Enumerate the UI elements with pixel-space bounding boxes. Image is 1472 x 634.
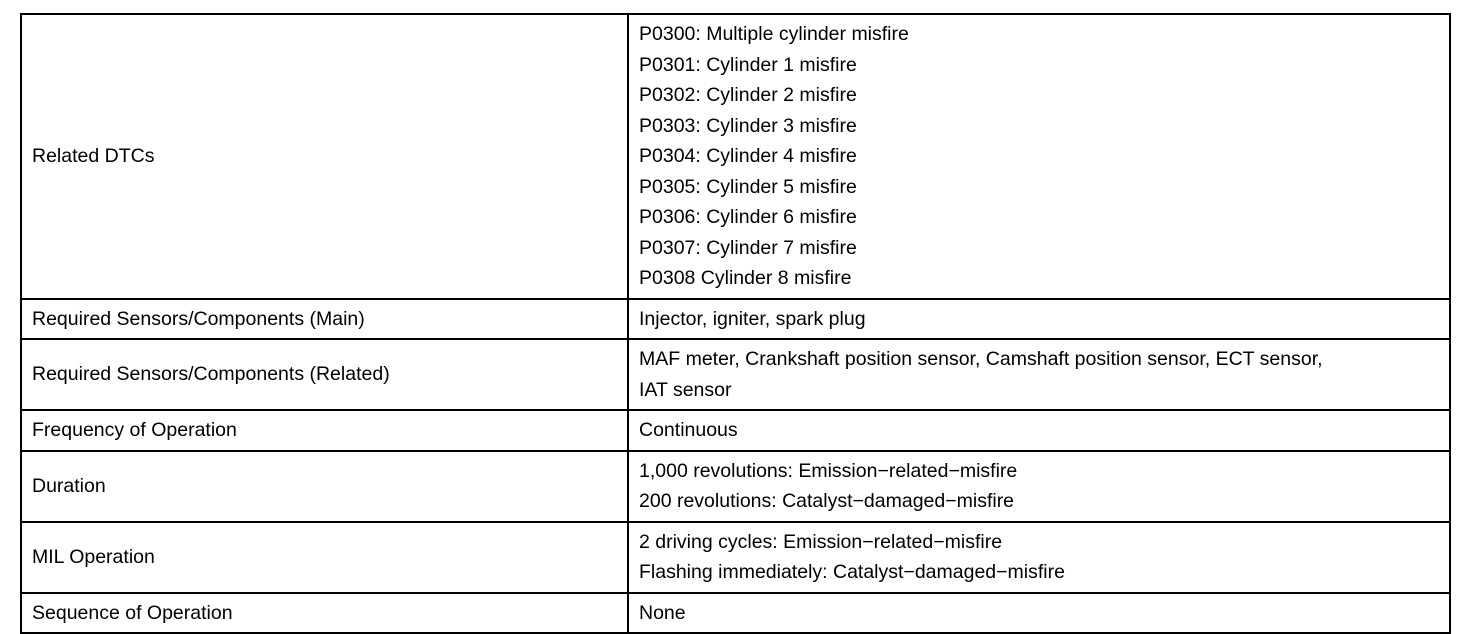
- row-value: [628, 14, 1450, 299]
- row-label: Required Sensors/Components (Main): [21, 299, 628, 340]
- value-line: None: [639, 601, 686, 624]
- row-value: [628, 339, 1450, 410]
- value-line: 200 revolutions: Catalyst−damaged−misfire: [639, 490, 1015, 512]
- table-row-sequence: [21, 593, 1450, 634]
- row-value: [628, 522, 1450, 593]
- dtc-line: P0303: Cylinder 3 misfire: [639, 114, 857, 137]
- value-line: IAT sensor: [639, 378, 732, 401]
- value-line: Flashing immediately: Catalyst−damaged−misfire: [639, 561, 1065, 583]
- row-label: Related DTCs: [21, 14, 628, 299]
- dtc-line: P0304: Cylinder 4 misfire: [639, 145, 857, 167]
- row-label: Duration: [21, 451, 628, 522]
- row-label: Frequency of Operation: [21, 410, 628, 451]
- row-value: [628, 593, 1450, 634]
- dtc-line: P0301: Cylinder 1 misfire: [639, 53, 857, 76]
- value-line: 1,000 revolutions: Emission−related−misfire: [639, 459, 1018, 482]
- dtc-line: P0308 Cylinder 8 misfire: [639, 267, 852, 289]
- value-line: MAF meter, Crankshaft position sensor, Camshaft position sensor, ECT sensor,: [639, 348, 1323, 370]
- value-line: Continuous: [639, 419, 738, 441]
- dtc-line: P0300: Multiple cylinder misfire: [639, 23, 909, 45]
- dtc-line: P0307: Cylinder 7 misfire: [639, 236, 857, 259]
- table-row-related-components: [21, 339, 1450, 410]
- table-row-related-dtcs: [21, 14, 1450, 299]
- table-row-main-components: [21, 299, 1450, 340]
- value-line: Injector, igniter, spark plug: [639, 307, 866, 330]
- row-label: Required Sensors/Components (Related): [21, 339, 628, 410]
- row-label: MIL Operation: [21, 522, 628, 593]
- table-row-frequency: [21, 410, 1450, 451]
- table-row-duration: [21, 451, 1450, 522]
- dtc-line: P0305: Cylinder 5 misfire: [639, 175, 857, 198]
- value-line: 2 driving cycles: Emission−related−misfire: [639, 530, 1003, 553]
- row-label: Sequence of Operation: [21, 593, 628, 634]
- dtc-line: P0302: Cylinder 2 misfire: [639, 84, 857, 106]
- row-value: [628, 451, 1450, 522]
- row-value: [628, 299, 1450, 340]
- monitor-spec-table: [20, 13, 1451, 634]
- row-value: [628, 410, 1450, 451]
- table-row-mil-operation: [21, 522, 1450, 593]
- dtc-line: P0306: Cylinder 6 misfire: [639, 206, 857, 228]
